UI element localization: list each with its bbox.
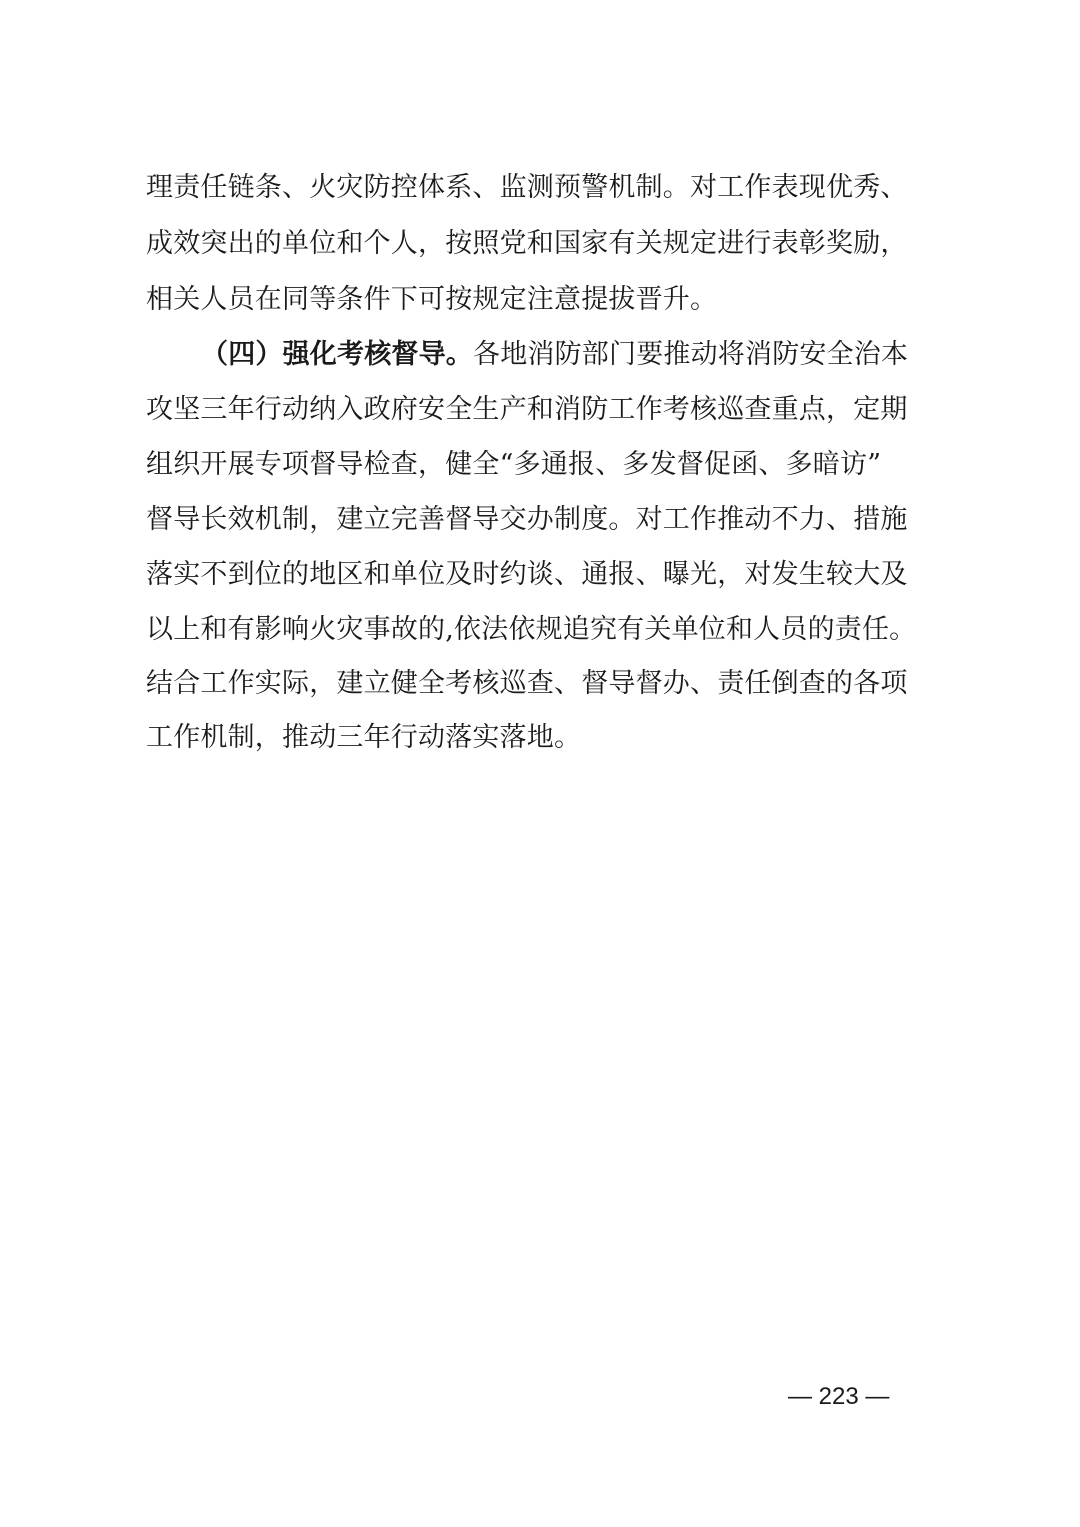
section-heading: （四）强化考核督导。 <box>201 339 473 370</box>
page-number: — 223 — <box>788 1383 890 1410</box>
paragraph-2-line-5: 落实不到位的地区和单位及时约谈、通报、曝光，对发生较大及 <box>146 559 908 590</box>
paragraph-2-line-1-text: 各地消防部门要推动将消防安全治本 <box>473 339 909 370</box>
paragraph-2-line-4: 督导长效机制，建立完善督导交办制度。对工作推动不力、措施 <box>146 504 908 535</box>
paragraph-2-line-7: 结合工作实际，建立健全考核巡查、督导督办、责任倒查的各项 <box>146 668 908 699</box>
paragraph-2-line-2: 攻坚三年行动纳入政府安全生产和消防工作考核巡查重点，定期 <box>146 394 908 425</box>
paragraph-2-line-6: 以上和有影响火灾事故的,依法依规追究有关单位和人员的责任。 <box>146 614 917 645</box>
paragraph-2-line-8: 工作机制，推动三年行动落实落地。 <box>146 722 582 753</box>
paragraph-1-line-2: 成效突出的单位和个人，按照党和国家有关规定进行表彰奖励， <box>146 228 908 259</box>
paragraph-1-line-3: 相关人员在同等条件下可按规定注意提拔晋升。 <box>146 284 718 315</box>
paragraph-1-line-1: 理责任链条、火灾防控体系、监测预警机制。对工作表现优秀、 <box>146 172 908 203</box>
paragraph-2-line-3: 组织开展专项督导检查，健全“多通报、多发督促函、多暗访” <box>146 449 882 480</box>
paragraph-2-line-1 <box>201 337 946 373</box>
